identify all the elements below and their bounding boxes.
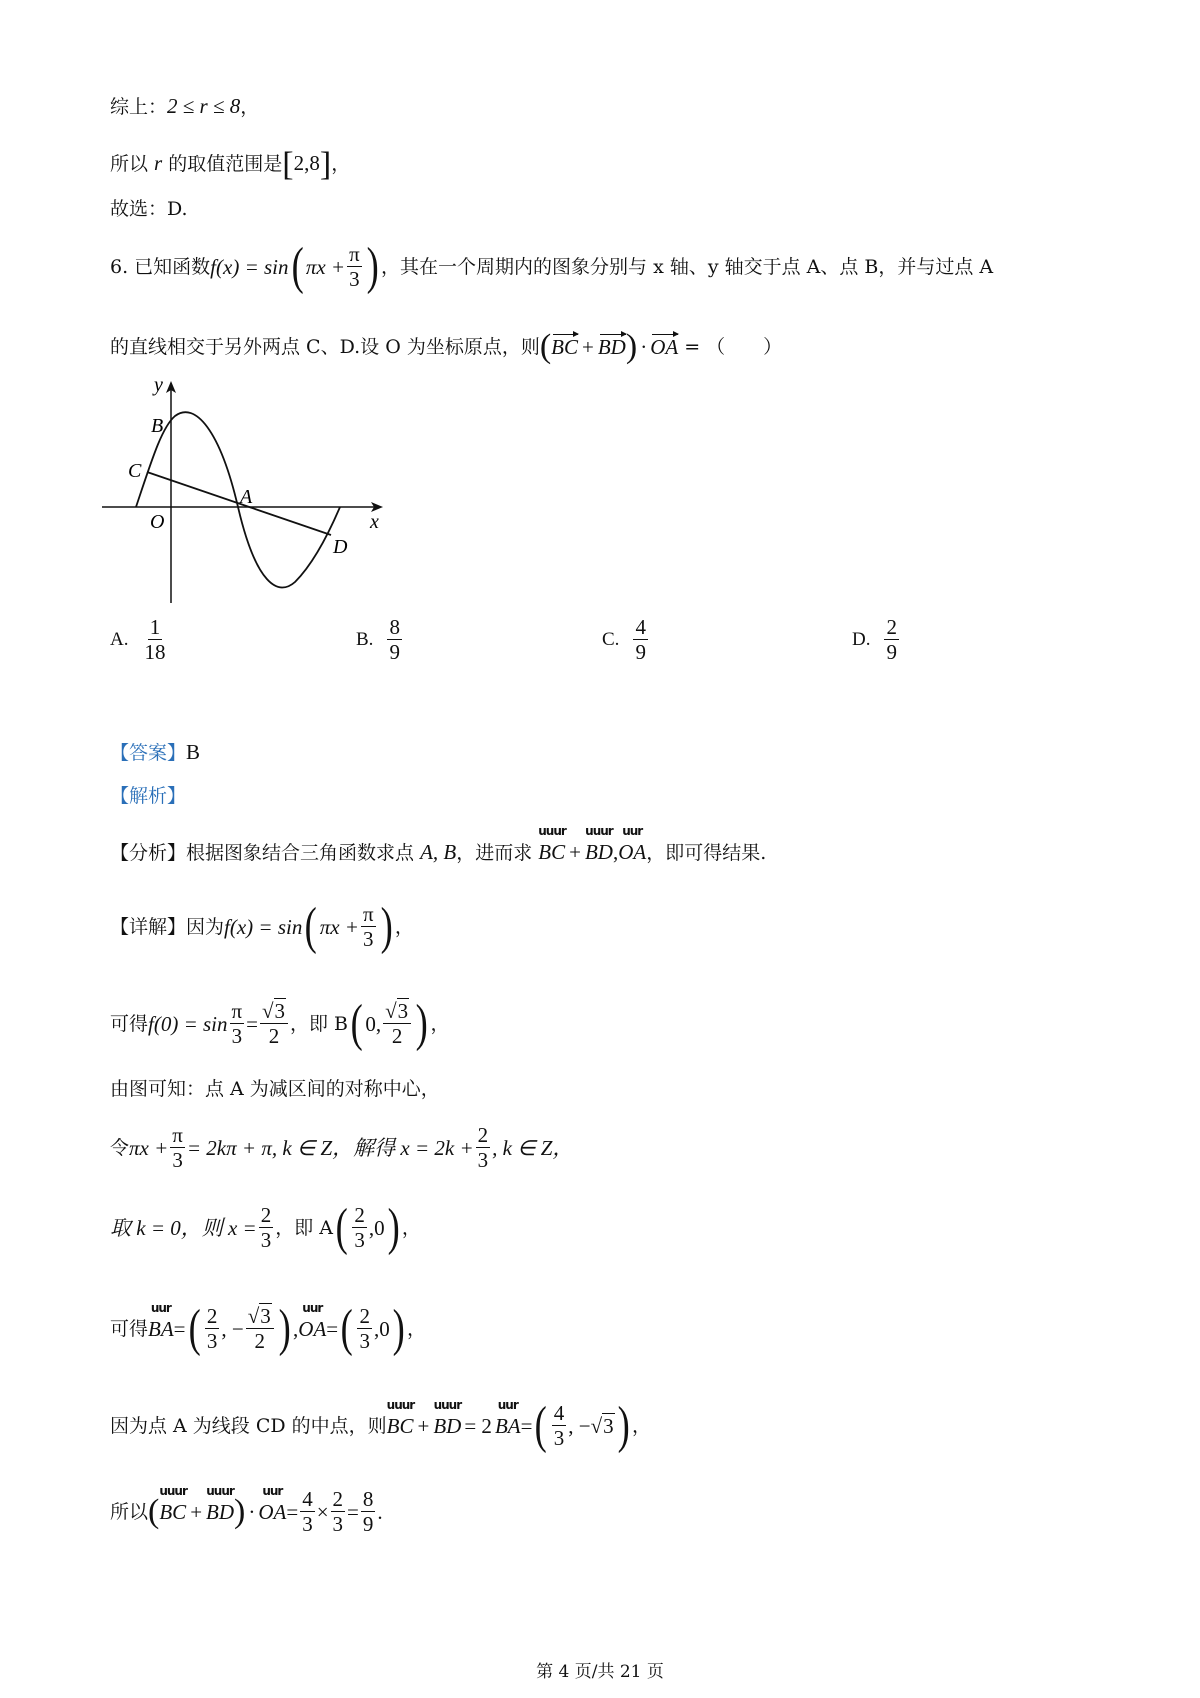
detail-arg: πx + (129, 1135, 169, 1160)
detail-line-7 (110, 1396, 651, 1454)
frac-num: 8 (362, 1487, 374, 1511)
range-var: r (154, 151, 163, 175)
frac-den: 3 (231, 1024, 243, 1049)
frac-num: 8 (389, 614, 400, 639)
label-d: D (333, 536, 348, 558)
question-func-arg: πx + (305, 254, 346, 279)
equals: = (326, 1316, 339, 1341)
frac-num: 4 (302, 1487, 313, 1511)
summary-prefix: 综上： (110, 96, 168, 118)
detail-func: f(x) = sin (224, 914, 303, 939)
vector-bc-glitch (386, 1397, 415, 1438)
option-frac (387, 616, 402, 664)
glitch-text: uuur (159, 1483, 187, 1498)
k-in-z: , k ∈ Z， (492, 1135, 574, 1160)
summary-line (110, 96, 259, 117)
frac-den: 3 (332, 1512, 344, 1537)
frac-den: 3 (349, 267, 360, 292)
frac-num: 2 (886, 614, 897, 639)
frac-num: π (231, 999, 243, 1023)
glitch-text: uur (497, 1397, 518, 1412)
analysis-text2: ，进而求 (456, 842, 539, 864)
vec-text: BA (494, 1413, 521, 1438)
neg-sqrt: , − (568, 1413, 591, 1438)
line-cd (147, 472, 331, 535)
range-line (110, 148, 350, 182)
minus: , − (221, 1316, 244, 1341)
glitch-text: uuur (433, 1397, 462, 1412)
paren-right: ) (415, 994, 428, 1052)
vec-text: BA (148, 1316, 174, 1341)
glitch-text: uuur (206, 1483, 234, 1498)
analysis-text3: ，即可得结果. (646, 842, 767, 864)
option-frac (633, 616, 648, 664)
detail-tag: 【详解】 (110, 915, 187, 938)
range-suffix: ， (331, 153, 351, 175)
plus-sign: + (417, 1413, 430, 1438)
detail-line-4 (110, 1124, 573, 1172)
range-value: 2,8 (293, 151, 320, 175)
bracket-right: ] (319, 146, 332, 183)
vector-bc: BC (551, 334, 579, 359)
can-get: 可得 (110, 1012, 149, 1035)
frac-den: 2 (254, 1329, 265, 1354)
pi-over-3 (347, 243, 362, 291)
range-mid: 的取值范围是 (162, 153, 283, 175)
paren-left: ( (188, 1299, 201, 1357)
paren-left: ( (335, 1198, 348, 1256)
sqrt3-over-2: $\frac{√3}{2}$ (383, 1000, 411, 1048)
bracket-left: [ (282, 146, 294, 183)
label-o: O (150, 511, 165, 533)
glitch-text: uur (262, 1483, 283, 1498)
paren-right: ) (617, 1396, 630, 1454)
option-label: B. (356, 629, 374, 650)
equals: = (286, 1499, 299, 1524)
frac-den: 9 (389, 639, 400, 664)
four-thirds (552, 1402, 567, 1450)
answer-line (110, 742, 200, 763)
vector-oa-glitch (618, 824, 647, 864)
equals: = (246, 1011, 258, 1036)
frac-num: 2 (359, 1304, 370, 1328)
label-x: x (370, 511, 379, 533)
paren-right: ) (234, 1493, 246, 1531)
paren-left: ( (340, 1299, 353, 1357)
paren-left: ( (535, 1396, 548, 1454)
frac-den: 3 (206, 1329, 218, 1354)
two-thirds (357, 1305, 372, 1353)
comma-zero: ,0 (368, 1215, 385, 1240)
question-text-after: ，其在一个周期内的图象分别与 x 轴、y 轴交于点 A、点 B，并与过点 A (381, 255, 994, 278)
frac-num: π (172, 1123, 183, 1147)
question-func-lhs: f(x) = sin (210, 254, 289, 279)
answer-tag: 【答案】 (110, 742, 187, 764)
vec-text: OA (258, 1499, 287, 1524)
question-line-1 (110, 237, 994, 295)
analysis-text1: 根据图象结合三角函数求点 (186, 842, 421, 864)
option-label: C. (602, 629, 620, 650)
vec-text: BC (159, 1499, 187, 1524)
frac-den: 3 (354, 1228, 365, 1253)
equals: = (173, 1316, 186, 1341)
comma-zero: ,0 (373, 1316, 390, 1341)
frac-den: 3 (359, 1329, 370, 1354)
paren-right-2: ) (625, 328, 638, 365)
glitch-text: uuur (386, 1397, 415, 1412)
sqrt-rad: 3 (260, 1304, 271, 1328)
frac-num: 4 (635, 614, 646, 639)
paren-right: ) (387, 1198, 400, 1256)
vector-bc-glitch (159, 1483, 187, 1524)
zero-comma: 0, (365, 1011, 382, 1036)
frac-den: 3 (302, 1512, 313, 1537)
detail-line-5 (110, 1198, 421, 1256)
answer-value: B (186, 740, 201, 764)
vector-bc-glitch (538, 824, 566, 864)
option-a[interactable] (110, 612, 169, 668)
dot-sign: · (640, 334, 648, 359)
sqrt-rad: 3 (603, 1413, 614, 1438)
label-c: C (128, 460, 142, 482)
option-b[interactable] (356, 612, 404, 668)
choice-line: 故选：D. (110, 198, 188, 220)
sine-graph (100, 375, 400, 610)
eq-rhs: = 2kπ + π, k ∈ Z (186, 1135, 333, 1160)
frac-num: 2 (332, 1487, 344, 1511)
frac-num: 4 (553, 1401, 565, 1425)
namely-b: ，即 B (290, 1012, 349, 1035)
sqrt3-over-2: $\frac{√3}{2}$ (260, 1000, 288, 1048)
question-number: 6. 已知函数 (110, 255, 211, 278)
detail-line-8 (110, 1483, 383, 1537)
vec-text: BD (433, 1413, 462, 1438)
pi-over-3 (361, 903, 376, 951)
equals-blank: = （ ） (684, 335, 783, 358)
frac-den: 3 (260, 1228, 272, 1253)
because-mid: 因为点 A 为线段 CD 的中点，则 (110, 1414, 387, 1437)
frac-num: 2 (354, 1203, 365, 1227)
sqrt-rad: 3 (274, 999, 285, 1023)
vector-bd-glitch (584, 824, 613, 864)
frac-num: 1 (149, 614, 161, 639)
frac-den: 3 (172, 1148, 183, 1173)
four-thirds (300, 1488, 315, 1536)
paren-left: ( (148, 1493, 160, 1531)
question-line2-text: 的直线相交于另外两点 C、D.设 O 为坐标原点，则 (110, 335, 540, 358)
comma: ， (631, 1414, 651, 1437)
frac-den: 9 (886, 639, 897, 664)
paren-right: ) (278, 1299, 291, 1357)
detail-arg: πx + (319, 914, 359, 939)
ba-eq: 可得 (110, 1317, 149, 1340)
analysis-label: 【分析】 (110, 842, 187, 864)
paren-left-2: ( (539, 328, 552, 365)
glitch-text: uuur (538, 824, 566, 838)
frac-den: 3 (363, 927, 374, 952)
range-prefix: 所以 (110, 153, 155, 175)
detail-line-1 (110, 897, 414, 955)
analysis-points: A, B (420, 840, 457, 864)
glitch-text: uuur (585, 824, 613, 838)
paren-right: ) (380, 897, 393, 955)
frac-den: 3 (477, 1148, 489, 1173)
option-d[interactable] (852, 612, 901, 668)
label-y: y (154, 375, 163, 396)
comma: ， (407, 1317, 427, 1340)
glitch-text: uur (302, 1300, 323, 1315)
vec-text: BD (206, 1499, 235, 1524)
plus-sign: + (569, 840, 581, 864)
dot-sign: · (248, 1499, 256, 1524)
option-c[interactable] (602, 612, 650, 668)
detail-line-3: 由图可知：点 A 为减区间的对称中心， (110, 1078, 440, 1100)
period: . (377, 1499, 383, 1524)
frac-num: 2 (260, 1203, 272, 1227)
take: 取 k = 0，则 x = (110, 1215, 257, 1240)
pi-over-3 (170, 1124, 185, 1172)
so: 所以 (110, 1500, 149, 1523)
label-a: A (240, 486, 253, 508)
vector-ba-glitch (494, 1397, 521, 1438)
vector-ba-glitch (148, 1300, 174, 1341)
paren-right: ) (392, 1299, 405, 1357)
frac-num: π (362, 902, 374, 926)
let: 令 (110, 1136, 130, 1159)
paren-left: ( (304, 897, 318, 955)
frac-den: 2 (268, 1024, 280, 1049)
two-thirds (205, 1305, 220, 1353)
vec-text: BC (538, 840, 566, 864)
frac-den: 3 (553, 1426, 565, 1451)
summary-suffix: ， (240, 96, 260, 118)
option-frac (142, 616, 167, 664)
paren-left: ( (350, 994, 363, 1052)
frac-num: π (349, 242, 360, 266)
frac-num: 2 (477, 1123, 489, 1147)
vector-oa: OA (650, 334, 679, 359)
two-thirds (476, 1124, 491, 1172)
two-thirds (352, 1204, 367, 1252)
page-footer: 第 4 页/共 21 页 (536, 1662, 664, 1682)
two-thirds (331, 1488, 346, 1536)
frac-den: 9 (635, 639, 646, 664)
option-label: D. (852, 629, 871, 650)
equals: = (520, 1413, 533, 1438)
comma: ， (401, 1216, 421, 1239)
vec-text: OA (618, 840, 647, 864)
pi-over-3 (230, 1000, 245, 1048)
glitch-text: uur (622, 824, 643, 838)
vector-bd-glitch (433, 1397, 462, 1438)
vector-oa-glitch (298, 1300, 327, 1341)
frac-den: 2 (391, 1024, 403, 1049)
vector-bd: BD (597, 334, 626, 359)
vec-text: BC (386, 1413, 414, 1438)
glitch-text: uur (150, 1300, 171, 1315)
plus-sign: + (190, 1499, 203, 1524)
option-frac (884, 616, 899, 664)
eight-ninths (361, 1488, 376, 1536)
option-label: A. (110, 629, 129, 650)
detail-line-6: 可得 uur BA = ( $\frac{2}{3}$ , − $\frac{√3}{2}$ ) , uur OA = ( $\frac{2}{3}$ ,0 ) ， (110, 1299, 427, 1357)
detail-because: 因为 (186, 915, 225, 938)
detail-line-2 (110, 994, 450, 1052)
times: × (316, 1499, 329, 1524)
two-ba: = 2 (464, 1413, 492, 1438)
comma: ， (394, 915, 414, 938)
vec-text: BD (584, 840, 613, 864)
paren-right: ) (366, 237, 379, 295)
vec-text: OA (298, 1316, 327, 1341)
equals: = (347, 1499, 359, 1524)
analysis-line: 【分析】根据图象结合三角函数求点 A, B，进而求 uuur BC + uuur BD, uur OA，即可得结果. (110, 824, 767, 864)
sine-curve (136, 412, 340, 587)
summary-math: 2 ≤ r ≤ 8 (167, 94, 241, 118)
comma: ， (430, 1012, 450, 1035)
vector-bd-glitch (206, 1483, 235, 1524)
solve: ，解得 x = 2k + (332, 1135, 474, 1160)
f0-text: f(0) = sin (148, 1011, 228, 1036)
question-line-2 (110, 330, 782, 364)
frac-num: 2 (206, 1304, 218, 1328)
sqrt-rad: 3 (397, 999, 409, 1023)
analysis-tag: 【解析】 (110, 785, 187, 807)
plus-sign: + (582, 334, 594, 359)
vector-oa-glitch (258, 1483, 287, 1524)
frac-den: 18 (144, 639, 166, 664)
frac-den: 9 (362, 1512, 374, 1537)
label-b: B (151, 415, 164, 437)
sqrt3-over-2: $\frac{√3}{2}$ (246, 1305, 274, 1353)
sqrt3: √3 (590, 1413, 614, 1438)
two-thirds (259, 1204, 274, 1252)
namely-a: ，即 A (275, 1216, 333, 1239)
paren-left: ( (291, 237, 304, 295)
